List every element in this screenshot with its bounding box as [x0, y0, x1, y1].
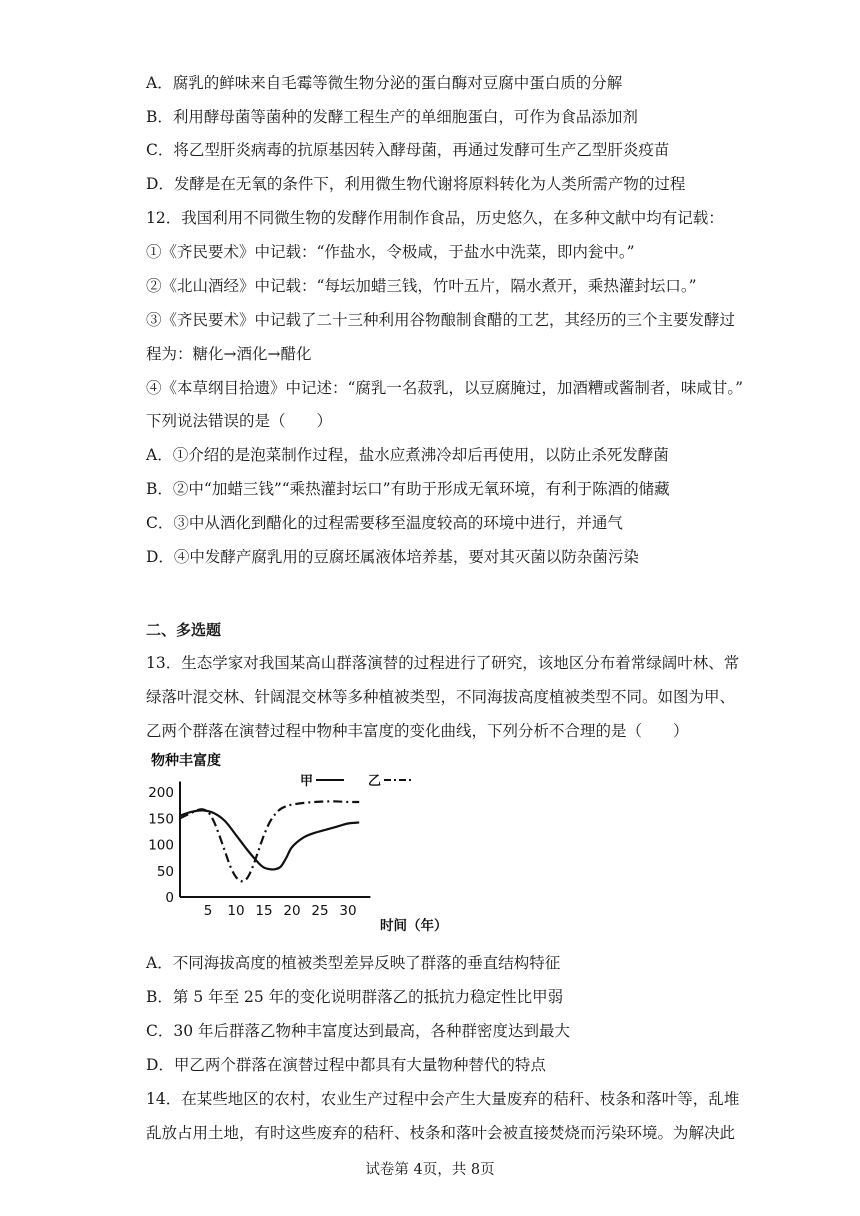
y-tick-label: 200: [148, 785, 174, 801]
x-tick-label: 5: [203, 903, 213, 919]
chart-legend: [300, 774, 412, 789]
question-13-stem-3: 乙两个群落在演替过程中物种丰富度的变化曲线，下列分析不合理的是（ ）: [146, 722, 689, 740]
y-tick-label: 150: [148, 811, 174, 828]
question-12-item-3-cont: 程为：糖化→酒化→醋化: [146, 345, 312, 363]
question-12-prompt: 下列说法错误的是（ ）: [146, 412, 333, 430]
series-jia-line: [180, 810, 359, 869]
option-11a: A．腐乳的鲜味来自毛霉等微生物分泌的蛋白酶对豆腐中蛋白质的分解: [146, 74, 623, 92]
question-14-stem-1: 14．在某些地区的农村，农业生产过程中会产生大量废弃的秸秆、枝条和落叶等，乱堆: [146, 1090, 740, 1108]
page-footer: 试卷第 4页，共 8页: [365, 1162, 495, 1178]
option-13d: D．甲乙两个群落在演替过程中都具有大量物种替代的特点: [146, 1056, 546, 1074]
question-13-stem-2: 绿落叶混交林、针阔混交林等多种植被类型，不同海拔高度植被类型不同。如图为甲、: [146, 688, 736, 706]
option-13a: A．不同海拔高度的植被类型差异反映了群落的垂直结构特征: [146, 954, 561, 972]
question-12-item-4: ④《本草纲目拾遗》中记述：“腐乳一名菽乳，以豆腐腌过，加酒糟或酱制者，味咸甘。”: [146, 379, 744, 397]
x-tick-label: 30: [339, 903, 357, 919]
chart-axes: [180, 782, 370, 898]
option-12d: D．④中发酵产腐乳用的豆腐坯属液体培养基，要对其灭菌以防杂菌污染: [146, 548, 639, 566]
question-12-stem: 12．我国利用不同微生物的发酵作用制作食品，历史悠久，在多种文献中均有记载：: [146, 209, 724, 227]
question-12-item-2: ②《北山酒经》中记载：“每坛加蜡三钱，竹叶五片，隔水煮开，乘热灌封坛口。”: [146, 277, 697, 295]
species-richness-chart: [148, 744, 448, 940]
option-12b: B．②中“加蜡三钱”“乘热灌封坛口”有助于形成无氧环境，有利于陈酒的储藏: [146, 480, 670, 498]
chart-series: [180, 801, 359, 881]
option-11b: B．利用酵母菌等菌种的发酵工程生产的单细胞蛋白，可作为食品添加剂: [146, 108, 638, 126]
legend-label: 乙: [368, 774, 382, 789]
y-tick-label: 0: [165, 890, 174, 906]
x-axis-label: 时间（年）: [380, 918, 448, 934]
x-tick-label: 25: [311, 903, 329, 919]
option-11c: C．将乙型肝炎病毒的抗原基因转入酵母菌，再通过发酵可生产乙型肝炎疫苗: [146, 141, 670, 159]
option-13b: B．第 5 年至 25 年的变化说明群落乙的抵抗力稳定性比甲弱: [146, 988, 564, 1006]
question-12-item-3: ③《齐民要术》中记载了二十三种利用谷物酿制食醋的工艺，其经历的三个主要发酵过: [146, 311, 736, 329]
section-heading: 二、多选题: [146, 621, 222, 639]
x-tick-label: 20: [283, 903, 301, 919]
y-tick-label: 50: [156, 863, 174, 880]
question-12-item-1: ①《齐民要术》中记载：“作盐水，令极咸，于盐水中洗菜，即内瓮中。”: [146, 243, 635, 261]
x-tick-label: 15: [255, 903, 273, 919]
option-11d: D．发酵是在无氧的条件下，利用微生物代谢将原料转化为人类所需产物的过程: [146, 175, 686, 193]
option-13c: C．30 年后群落乙物种丰富度达到最高，各种群密度达到最大: [146, 1022, 571, 1040]
x-tick-label: 10: [227, 903, 245, 919]
legend-label: 甲: [300, 774, 314, 789]
question-13-stem-1: 13．生态学家对我国某高山群落演替的过程进行了研究，该地区分布着常绿阔叶林、常: [146, 654, 740, 672]
option-12c: C．③中从酒化到醋化的过程需要移至温度较高的环境中进行，并通气: [146, 514, 623, 532]
question-14-stem-2: 乱放占用土地，有时这些废弃的秸秆、枝条和落叶会被直接焚烧而污染环境。为解决此: [146, 1124, 736, 1142]
option-12a: A．①介绍的是泡菜制作过程，盐水应煮沸冷却后再使用，以防止杀死发酵菌: [146, 446, 669, 464]
y-axis-label: 物种丰富度: [151, 753, 221, 769]
y-tick-label: 100: [148, 837, 174, 854]
